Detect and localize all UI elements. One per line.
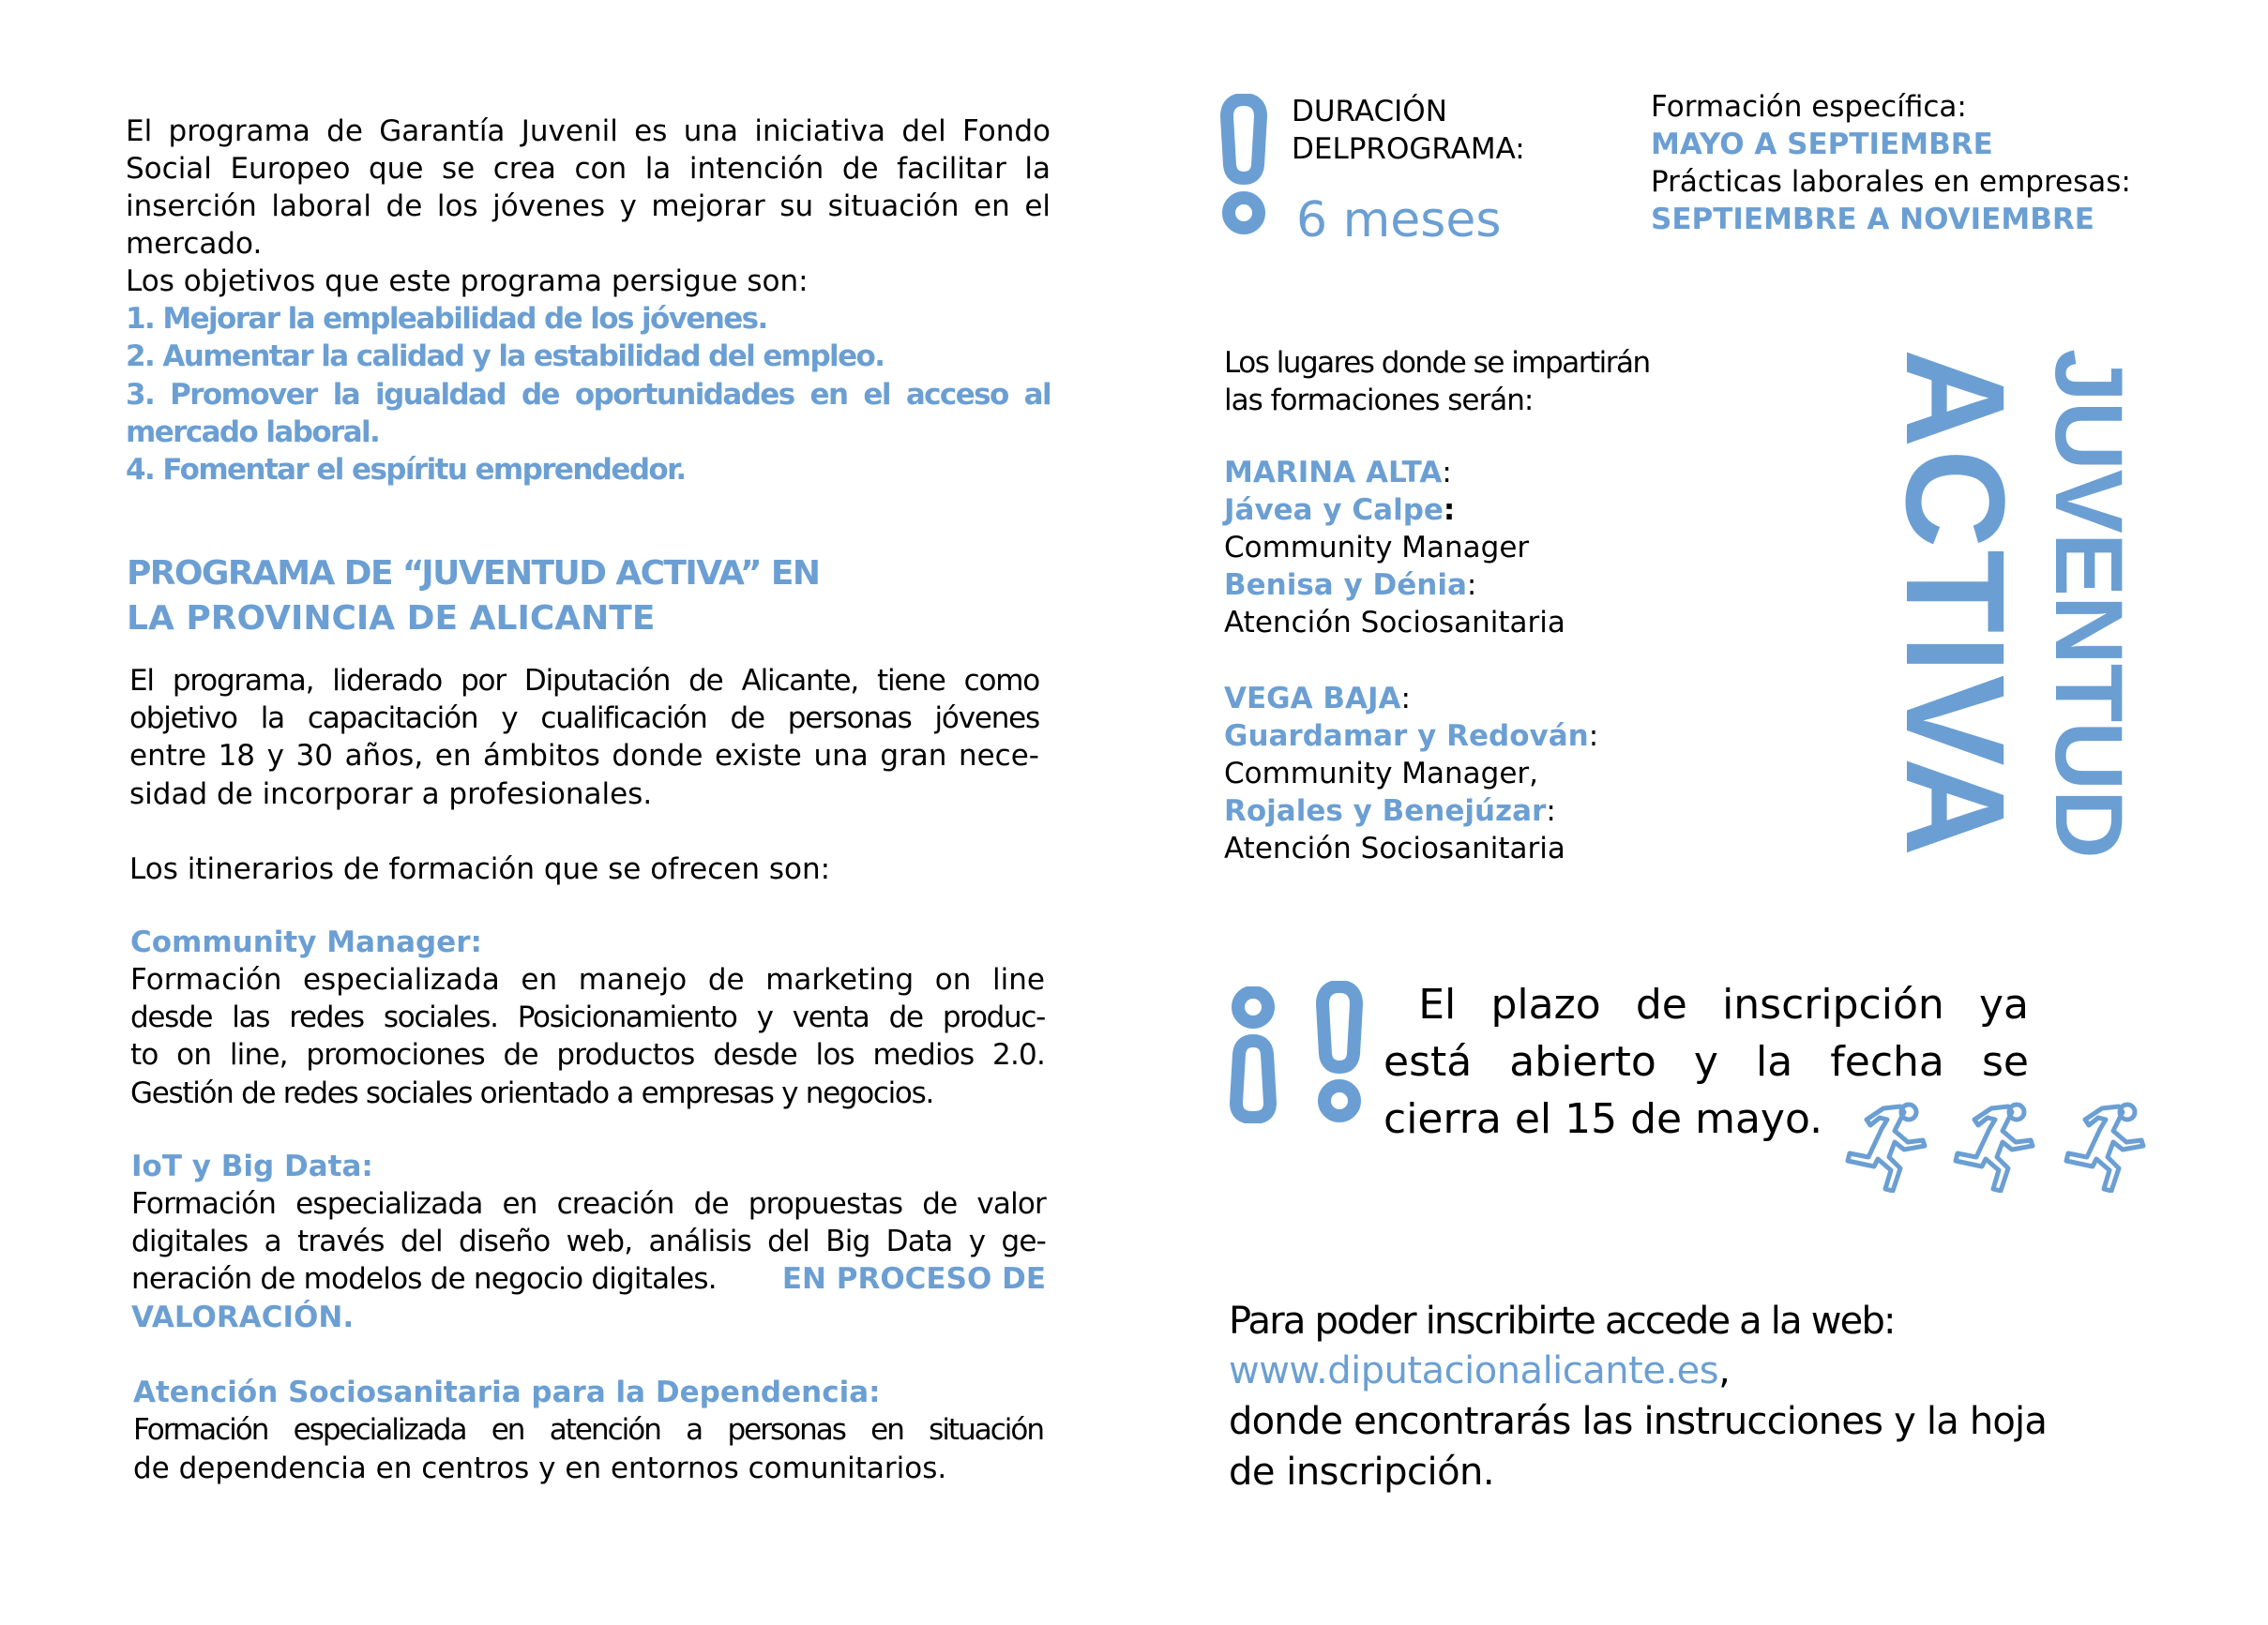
registration-line: Para poder inscribirte accede a la web: bbox=[1229, 1300, 1895, 1343]
region-vega-baja bbox=[1224, 680, 1411, 717]
duration-value: 6 meses bbox=[1296, 192, 1502, 248]
formacion-label: Formación específica: bbox=[1651, 90, 1967, 124]
towns-name: Guardamar y Redován bbox=[1224, 719, 1589, 753]
deadline-line: El plazo de inscripción ya bbox=[1383, 981, 2029, 1029]
website-link[interactable]: www.diputacionalicante.es bbox=[1229, 1349, 1719, 1392]
formacion-value: MAYO A SEPTIEMBRE bbox=[1651, 128, 1993, 161]
colon: : bbox=[1400, 682, 1411, 715]
intro-line: mercado. bbox=[126, 227, 263, 261]
practicas-label: Prácticas laborales en empresas: bbox=[1651, 165, 2131, 199]
objectives-intro: Los objetivos que este programa persigue son: bbox=[126, 264, 809, 298]
intro-line: El programa de Garantía Juvenil es una iniciativa del Fondo bbox=[126, 114, 1051, 148]
program-body-line: El programa, liderado por Diputación de Alicante, tiene como bbox=[129, 664, 1039, 698]
place-towns bbox=[1224, 566, 1476, 604]
registration-line: donde encontrarás las instrucciones y la hoja bbox=[1229, 1400, 2048, 1443]
section-heading: PROGRAMA DE “JUVENTUD ACTIVA” EN bbox=[127, 554, 820, 593]
exclamation-icon bbox=[1217, 94, 1270, 236]
colon: : bbox=[1442, 456, 1452, 489]
deadline-line: está abierto y la fecha se bbox=[1383, 1038, 2029, 1086]
itinerary-line: Formación especializada en manejo de marketing on line bbox=[130, 963, 1045, 997]
itinerary-line-with-status bbox=[131, 1260, 1046, 1298]
place-towns bbox=[1224, 491, 1455, 529]
objective-item: 4. Fomentar el espíritu emprendedor. bbox=[126, 453, 686, 487]
region-name: MARINA ALTA bbox=[1224, 456, 1443, 489]
colon: : bbox=[1588, 719, 1599, 753]
program-body-line: objetivo la capacitación y cualificación de personas jóvenes bbox=[129, 701, 1039, 735]
logo-activa: ACTIVA bbox=[1877, 349, 2034, 858]
intro-line: inserción laboral de los jóvenes y mejorar su situación en el bbox=[126, 189, 1051, 223]
itinerary-line: Formación especializada en atención a personas en situación bbox=[133, 1413, 1043, 1447]
runner-icon bbox=[1946, 1099, 2054, 1193]
itinerary-line: to on line, promociones de productos desde los medios 2.0. bbox=[130, 1038, 1045, 1072]
itinerary-line-text: neración de modelos de negocio digitales. bbox=[131, 1262, 717, 1296]
place-towns bbox=[1224, 717, 1598, 755]
itinerary-title-iot-big-data: IoT y Big Data: bbox=[131, 1150, 373, 1183]
comma: , bbox=[1718, 1349, 1731, 1392]
deadline-line: cierra el 15 de mayo. bbox=[1383, 1095, 1823, 1143]
exclamation-icon bbox=[1311, 981, 1368, 1123]
region-name: VEGA BAJA bbox=[1224, 682, 1401, 715]
registration-line: de inscripción. bbox=[1229, 1451, 1495, 1494]
itinerary-line: digitales a través del diseño web, análisis del Big Data y ge- bbox=[131, 1225, 1046, 1258]
itinerarios-intro: Los itinerarios de formación que se ofrecen son: bbox=[129, 852, 831, 886]
runner-icon bbox=[2057, 1099, 2165, 1193]
itinerary-line: Formación especializada en creación de propuestas de valor bbox=[131, 1187, 1046, 1221]
towns-name: Jávea y Calpe bbox=[1224, 493, 1444, 527]
duration-label: DELPROGRAMA: bbox=[1292, 132, 1525, 166]
itinerary-line: Gestión de redes sociales orientado a empresas y negocios. bbox=[130, 1076, 934, 1110]
intro-line: Social Europeo que se crea con la intención de facilitar la bbox=[126, 152, 1051, 186]
towns-name: Rojales y Benejúzar bbox=[1224, 794, 1547, 828]
colon: : bbox=[1466, 568, 1477, 602]
region-marina-alta bbox=[1224, 454, 1452, 491]
objective-item: 3. Promover la igualdad de oportunidades en el acceso al bbox=[126, 378, 1051, 412]
objective-item: 1. Mejorar la empleabilidad de los jóvenes. bbox=[126, 302, 767, 336]
section-heading: LA PROVINCIA DE ALICANTE bbox=[127, 599, 656, 638]
inverted-exclamation-icon bbox=[1225, 986, 1281, 1123]
itinerary-line: desde las redes sociales. Posicionamiento y venta de produc- bbox=[130, 1001, 1045, 1034]
practicas-value: SEPTIEMBRE A NOVIEMBRE bbox=[1651, 203, 2094, 236]
status-badge: EN PROCESO DE bbox=[781, 1262, 1046, 1296]
place-course: Atención Sociosanitaria bbox=[1224, 832, 1565, 865]
place-course: Community Manager, bbox=[1224, 757, 1539, 790]
duration-label: DURACIÓN bbox=[1292, 95, 1447, 128]
objective-item-continued: mercado laboral. bbox=[126, 415, 380, 449]
itinerary-title-community-manager: Community Manager: bbox=[130, 925, 482, 959]
runner-icon bbox=[1838, 1099, 1946, 1193]
place-course: Community Manager bbox=[1224, 531, 1530, 564]
objective-item: 2. Aumentar la calidad y la estabilidad del empleo. bbox=[126, 339, 885, 373]
program-body-line: sidad de incorporar a profesionales. bbox=[129, 777, 653, 811]
place-towns bbox=[1224, 792, 1556, 830]
logo-juventud: JUVENTUD bbox=[2035, 349, 2142, 858]
registration-url-line bbox=[1229, 1346, 1730, 1396]
colon: : bbox=[1546, 794, 1556, 828]
program-body-line: entre 18 y 30 años, en ámbitos donde existe una gran nece- bbox=[129, 739, 1039, 773]
status-badge-continued: VALORACIÓN. bbox=[131, 1301, 355, 1334]
locations-intro: las formaciones serán: bbox=[1224, 384, 1534, 417]
locations-intro: Los lugares donde se impartirán bbox=[1224, 346, 1650, 380]
itinerary-line: de dependencia en centros y en entornos comunitarios. bbox=[133, 1452, 947, 1485]
towns-name: Benisa y Dénia bbox=[1224, 568, 1467, 602]
colon: : bbox=[1443, 493, 1456, 527]
place-course: Atención Sociosanitaria bbox=[1224, 606, 1565, 639]
itinerary-title-atencion-sociosanitaria: Atención Sociosanitaria para la Dependencia: bbox=[133, 1376, 881, 1409]
